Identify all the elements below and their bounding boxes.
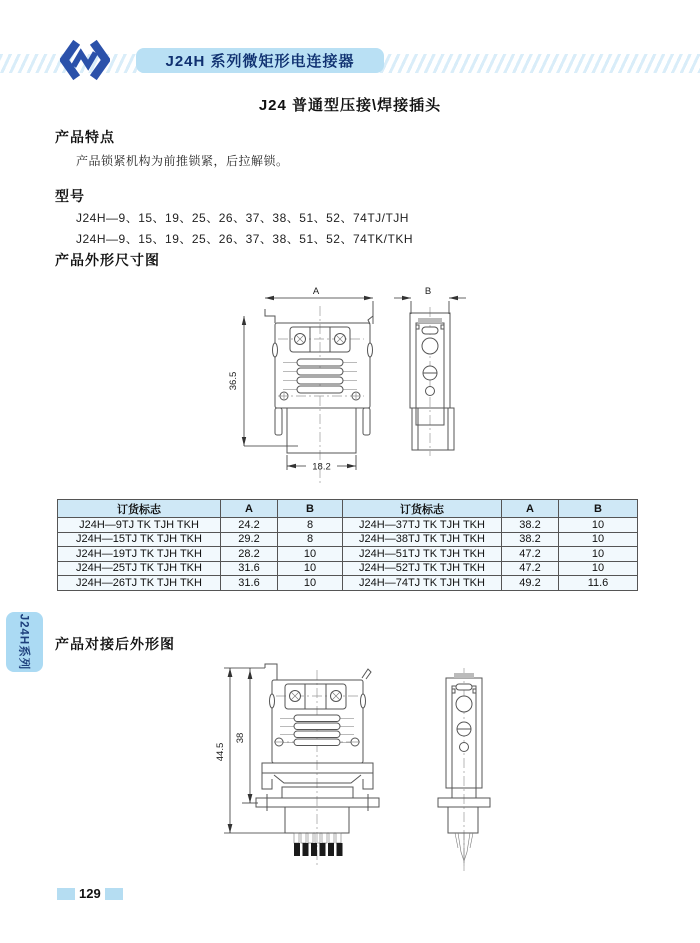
table-cell: 47.2 xyxy=(502,561,559,576)
section-heading-features: 产品特点 xyxy=(55,129,115,145)
table-cell: 10 xyxy=(559,532,638,547)
table-cell: J24H—37TJ TK TJH TKH xyxy=(343,518,502,533)
col-header-order-mark: 订货标志 xyxy=(58,500,221,518)
table-cell: 38.2 xyxy=(502,532,559,547)
table-cell: 49.2 xyxy=(502,576,559,591)
table-cell: 8 xyxy=(278,518,343,533)
table-cell: 28.2 xyxy=(221,547,278,562)
dim-a-label: A xyxy=(312,286,320,297)
col-header-b: B xyxy=(559,500,638,518)
table-cell: J24H—26TJ TK TJH TKH xyxy=(58,576,221,591)
series-banner xyxy=(136,48,384,73)
table-cell: 10 xyxy=(559,547,638,562)
series-banner-title: J24H 系列微矩形电连接器 xyxy=(165,53,355,70)
dim-body-label: 38 xyxy=(235,732,246,744)
outline-dimension-drawing xyxy=(180,280,510,494)
page-number: 129 xyxy=(79,886,101,901)
footer-right-square xyxy=(105,888,123,900)
dim-overall-label: 44.5 xyxy=(215,742,226,762)
section-heading-mated: 产品对接后外形图 xyxy=(55,636,175,652)
table-cell: J24H—52TJ TK TJH TKH xyxy=(343,561,502,576)
model-line-tk: J24H—9、15、19、25、26、37、38、51、52、74TK/TKH xyxy=(76,232,413,246)
table-cell: J24H—9TJ TK TJH TKH xyxy=(58,518,221,533)
table-row xyxy=(58,561,638,576)
table-row xyxy=(58,518,638,533)
col-header-b: B xyxy=(278,500,343,518)
brand-logo-icon xyxy=(60,39,110,81)
table-cell: 8 xyxy=(278,532,343,547)
series-side-tab-label: J24H系列 xyxy=(17,613,30,671)
table-cell: J24H—25TJ TK TJH TKH xyxy=(58,561,221,576)
section-heading-outline: 产品外形尺寸图 xyxy=(55,252,160,268)
features-body: 产品锁紧机构为前推锁紧，后拉解锁。 xyxy=(76,154,289,168)
page-title: J24 普通型压接\焊接插头 xyxy=(258,97,442,114)
dim-b-label: B xyxy=(424,286,432,297)
model-line-tj: J24H—9、15、19、25、26、37、38、51、52、74TJ/TJH xyxy=(76,211,409,225)
table-cell: 10 xyxy=(559,561,638,576)
table-cell: J24H—15TJ TK TJH TKH xyxy=(58,532,221,547)
table-cell: 31.6 xyxy=(221,561,278,576)
table-cell: 38.2 xyxy=(502,518,559,533)
section-heading-models: 型号 xyxy=(55,188,85,204)
table-cell: 31.6 xyxy=(221,576,278,591)
col-header-order-mark: 订货标志 xyxy=(343,500,502,518)
table-cell: J24H—19TJ TK TJH TKH xyxy=(58,547,221,562)
table-cell: 11.6 xyxy=(559,576,638,591)
dimension-table xyxy=(57,499,638,591)
dim-height-label: 36.5 xyxy=(228,371,239,391)
col-header-a: A xyxy=(502,500,559,518)
dim-bottom-width-label: 18.2 xyxy=(312,461,331,473)
mated-outline-drawing xyxy=(198,656,498,884)
table-row xyxy=(58,532,638,547)
table-row xyxy=(58,576,638,591)
dimension-table-body xyxy=(58,518,638,591)
footer-left-square xyxy=(57,888,75,900)
table-cell: 10 xyxy=(278,561,343,576)
series-side-tab xyxy=(6,612,43,672)
table-cell: 10 xyxy=(559,518,638,533)
table-cell: J24H—74TJ TK TJH TKH xyxy=(343,576,502,591)
table-cell: 29.2 xyxy=(221,532,278,547)
table-cell: 10 xyxy=(278,576,343,591)
table-cell: J24H—51TJ TK TJH TKH xyxy=(343,547,502,562)
table-cell: 24.2 xyxy=(221,518,278,533)
table-row xyxy=(58,547,638,562)
col-header-a: A xyxy=(221,500,278,518)
table-cell: J24H—38TJ TK TJH TKH xyxy=(343,532,502,547)
table-cell: 47.2 xyxy=(502,547,559,562)
page-footer xyxy=(57,886,123,901)
table-header-row xyxy=(58,500,638,518)
table-cell: 10 xyxy=(278,547,343,562)
